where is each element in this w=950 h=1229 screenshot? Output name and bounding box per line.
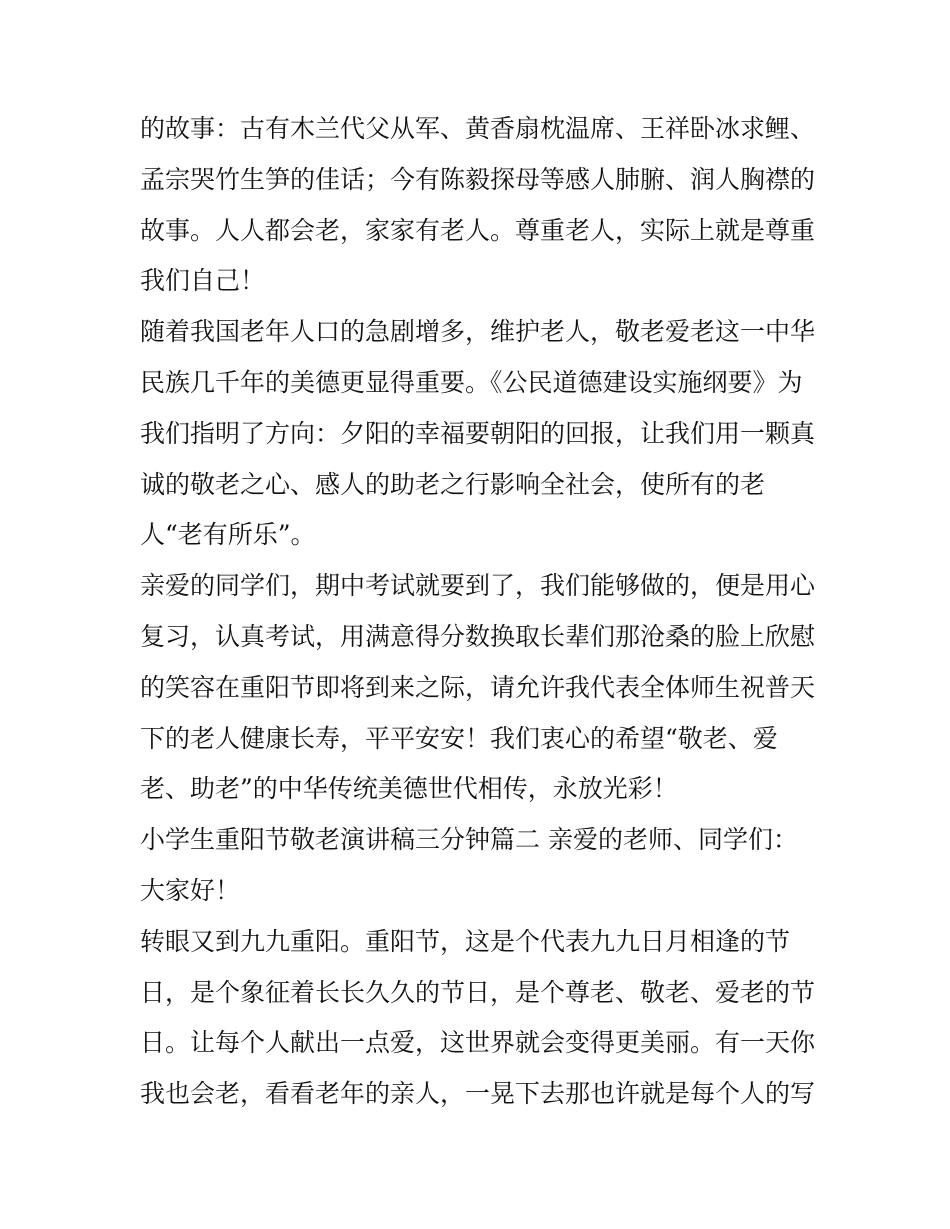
text-line: 下的老人健康长寿，平平安安！我们衷心的希望“敬老、爱 — [140, 723, 778, 753]
document-body — [140, 104, 820, 1120]
text-line: 我们自己！ — [140, 266, 266, 296]
text-line: 转眼又到九九重阳。重阳节，这是个代表九九日月相逢的节 — [140, 926, 791, 956]
text-line: 我们指明了方向：夕阳的幸福要朝阳的回报，让我们用一颗真 — [140, 418, 816, 448]
section-heading-line: 小学生重阳节敬老演讲稿三分钟篇二 亲爱的老师、同学们： — [140, 825, 798, 855]
text-line: 随着我国老年人口的急剧增多，维护老人，敬老爱老这一中华 — [140, 317, 816, 347]
text-line: 的故事：古有木兰代父从军、黄香扇枕温席、王祥卧冰求鲤、 — [140, 114, 816, 143]
text-line: 孟宗哭竹生笋的佳话；今有陈毅探母等感人肺腑、润人胸襟的 — [140, 164, 816, 194]
text-line: 我也会老，看看老年的亲人，一晃下去那也许就是每个人的写 — [140, 1079, 816, 1109]
greeting-line: 大家好！ — [140, 875, 241, 905]
text-line: 诚的敬老之心、感人的助老之行影响全社会，使所有的老 — [140, 469, 766, 499]
text-line: 老、助老”的中华传统美德世代相传，永放光彩！ — [140, 774, 678, 804]
text-line: 民族几千年的美德更显得重要。《公民道德建设实施纲要》为 — [140, 367, 803, 397]
text-line: 亲爱的同学们，期中考试就要到了，我们能够做的，便是用心 — [140, 571, 816, 601]
text-line: 人“老有所乐”。 — [140, 520, 316, 550]
text-line: 复习，认真考试，用满意得分数换取长辈们那沧桑的脸上欣慰 — [140, 621, 816, 651]
text-line: 日，是个象征着长长久久的节日，是个尊老、敬老、爱老的节 — [140, 977, 816, 1007]
text-line: 日。让每个人献出一点爱，这世界就会变得更美丽。有一天你 — [140, 1028, 816, 1058]
text-line: 故事。人人都会老，家家有老人。尊重老人，实际上就是尊重 — [140, 215, 816, 245]
text-line: 的笑容在重阳节即将到来之际，请允许我代表全体师生祝普天 — [140, 672, 816, 702]
